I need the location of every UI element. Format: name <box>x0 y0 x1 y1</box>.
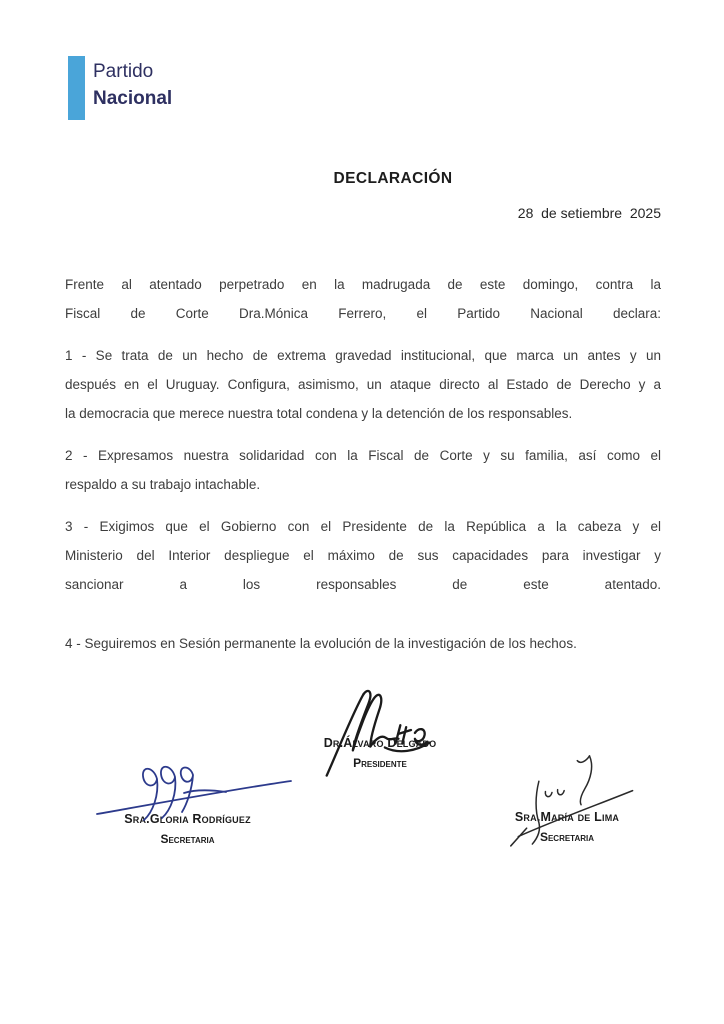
signature-block-president <box>295 688 465 770</box>
text-line: Fiscal de Corte Dra.Mónica Ferrero, el Partido Nacional declara: <box>65 306 661 321</box>
document-body <box>65 270 661 671</box>
text-line: la democracia que merece nuestra total condena y la detención de los responsables. <box>65 406 573 421</box>
logo-blue-bar <box>68 56 85 120</box>
text-line: 2 - Expresamos nuestra solidaridad con la Fiscal de Corte y su familia, así como el <box>65 448 661 463</box>
text-line: después en el Uruguay. Configura, asimismo, un ataque directo al Estado de Derecho y a <box>65 377 661 392</box>
signatory-name-president: Dr.Álvaro Delgado <box>323 736 437 750</box>
signatory-name-secretary-right: Sra.María de Lima <box>514 810 620 824</box>
text-line: Ministerio del Interior despliegue el máximo de sus capacidades para investigar y <box>65 548 661 563</box>
logo-line-nacional: Nacional <box>93 88 173 109</box>
text-line: respaldo a su trabajo intachable. <box>65 477 261 492</box>
document-title: DECLARACIÓN <box>333 170 453 187</box>
signatory-role-secretary-right: Secretaria <box>539 830 595 844</box>
paragraph <box>65 441 661 499</box>
text-line: 4 - Seguiremos en Sesión permanente la evolución de la investigación de los hechos. <box>65 636 577 651</box>
paragraph <box>65 341 661 428</box>
signature-block-secretary-right <box>482 750 652 844</box>
logo-line-partido: Partido <box>93 61 154 82</box>
text-line: 1 - Se trata de un hecho de extrema gravedad institucional, que marca un antes y un <box>65 348 661 363</box>
text-line: sancionar a los responsables de este atentado. <box>65 577 661 592</box>
party-logo <box>68 56 172 120</box>
text-line: 3 - Exigimos que el Gobierno con el Presidente de la República a la cabeza y el <box>65 519 661 534</box>
text-line: Frente al atentado perpetrado en la madrugada de este domingo, contra la <box>65 277 661 292</box>
logo-wordmark <box>93 56 172 120</box>
signatory-name-secretary-left: Sra.Gloria Rodríguez <box>124 812 251 826</box>
paragraph <box>65 270 661 328</box>
signature-block-secretary-left <box>100 760 275 846</box>
signatory-role-president: Presidente <box>353 756 407 770</box>
paragraph <box>65 512 661 599</box>
paragraph <box>65 629 661 658</box>
signatory-role-secretary-left: Secretaria <box>160 832 215 846</box>
document-date: 28 de setiembre 2025 <box>517 205 661 221</box>
